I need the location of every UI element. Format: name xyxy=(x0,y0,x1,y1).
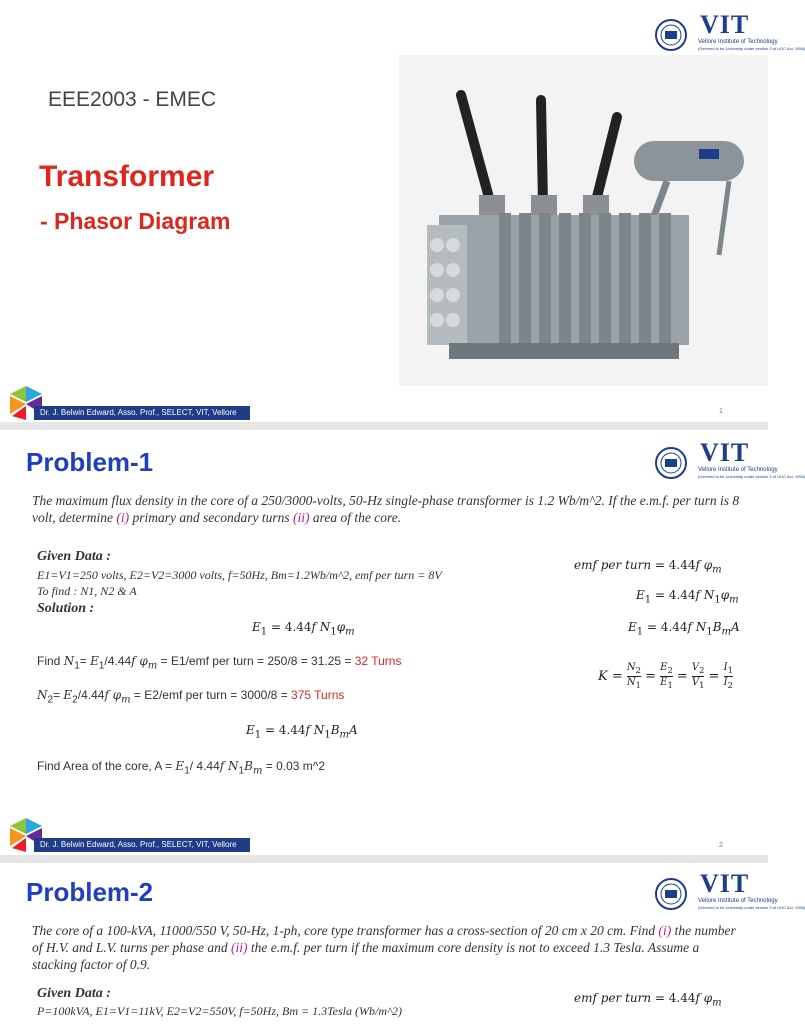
vit-logo-word: VIT xyxy=(700,10,750,39)
slide-2-page-number: 2 xyxy=(719,842,723,849)
vit-seal-icon xyxy=(654,877,688,911)
e1-flux-eq: $E_1 = 4.44f$ $N_1\varphi_m$ xyxy=(636,588,739,606)
given-data-label: Given Data : xyxy=(37,986,111,1001)
vit-logo-word: VIT xyxy=(700,869,750,898)
vit-logo-line1: Vellore Institute of Technology xyxy=(698,898,778,904)
slide-2 xyxy=(0,430,805,855)
slide-title: Transformer xyxy=(39,160,215,193)
course-code: EEE2003 - EMEC xyxy=(48,88,217,111)
vit-logo-line1: Vellore Institute of Technology xyxy=(698,39,778,45)
solution-label: Solution : xyxy=(37,601,95,616)
vit-logo-line1: Vellore Institute of Technology xyxy=(698,467,778,473)
e1-flux-center-eq: $E_1 = 4.44f$ $N_1\varphi_m$ xyxy=(252,620,355,638)
given-data-values: E1=V1=250 volts, E2=V2=3000 volts, f=50Hz, Bm=1.2Wb/m^2, emf per turn = 8V xyxy=(37,568,442,582)
slide-1 xyxy=(0,0,805,422)
given-data-label: Given Data : xyxy=(37,549,111,564)
slide-divider xyxy=(0,422,768,430)
problem-1-statement: The maximum flux density in the core of a 250/3000-volts, 50-Hz single-phase transformer is 1.2 Wb/m^2. If the e.m.f. per turn is 8 volt, determine (i) primary and secondary turns (ii) area of the core. xyxy=(32,493,740,525)
vit-seal-icon xyxy=(654,18,688,52)
emf-per-turn-eq: emf per turn = 4.44f $\varphi_m$ xyxy=(574,558,722,576)
problem-2-statement: The core of a 100-kVA, 11000/550 V, 50-Hz, 1-ph, core type transformer has a cross-section of 20 cm x 20 cm. Find (i) the number of H.V. and L.V. turns per phase and (ii) the e.m.f. per turn if the maximum core density is not to exceed 1.3 Tesla. Assume a stacking factor of 0.9. xyxy=(32,923,736,972)
vit-logo xyxy=(654,438,805,484)
vit-logo-line2: (Deemed to be University under section 3 of UGC Act, 1956) xyxy=(698,474,805,479)
vit-logo-line2: (Deemed to be University under section 3 of UGC Act, 1956) xyxy=(698,46,805,51)
slide-divider xyxy=(0,855,768,863)
problem-1-title: Problem-1 xyxy=(26,447,154,477)
slide-subtitle: - Phasor Diagram xyxy=(40,208,231,234)
problem-2-title: Problem-2 xyxy=(26,877,154,907)
slide-2-footer: Dr. J. Belwin Edward, Asso. Prof., SELECT, VIT, Vellore xyxy=(34,838,250,852)
given-data-values: P=100kVA, E1=V1=11kV, E2=V2=550V, f=50Hz, Bm = 1.3Tesla (Wb/m^2) xyxy=(37,1004,403,1018)
vit-seal-icon xyxy=(654,446,688,480)
vit-logo-line2: (Deemed to be University under section 3 of UGC Act, 1956) xyxy=(698,905,805,910)
emf-per-turn-eq: emf per turn = 4.44f $\varphi_m$ xyxy=(574,991,722,1009)
e1-area-center-eq: $E_1 = 4.44f$ $N_1B_mA$ xyxy=(246,723,358,741)
e1-area-eq: $E_1 = 4.44f$ $N_1B_mA$ xyxy=(628,620,740,638)
find-n1: Find $N_1= E_1/4.44f$ $\varphi_m = E1/emf$ per turn = 250/8 = 31.25 = 32 Turns xyxy=(37,654,402,672)
find-area: Find Area of the core, $A = E_1/$ 4.44f $N_1B_m = 0.03$ m^2 xyxy=(37,759,326,777)
vit-logo xyxy=(654,869,805,915)
find-n2: $N_2= E_2/4.44f$ $\varphi_m = E2/emf$ per turn = 3000/8 = 375 Turns xyxy=(37,688,345,706)
turns-ratio-eq: $K = N_2$ $N_1$ = $E_2$ $E_1$ = $V_2$ $V_1$ = $I_1$ $I_2$ xyxy=(598,662,733,690)
to-find: To find : N1, N2 & A xyxy=(37,584,137,598)
slide-1-footer: Dr. J. Belwin Edward, Asso. Prof., SELECT, VIT, Vellore xyxy=(34,406,250,420)
slide-3 xyxy=(0,863,805,1024)
transformer-image xyxy=(399,55,768,386)
vit-logo-word: VIT xyxy=(700,438,750,467)
slide-1-page-number: 1 xyxy=(719,408,723,415)
vit-logo xyxy=(654,10,805,56)
